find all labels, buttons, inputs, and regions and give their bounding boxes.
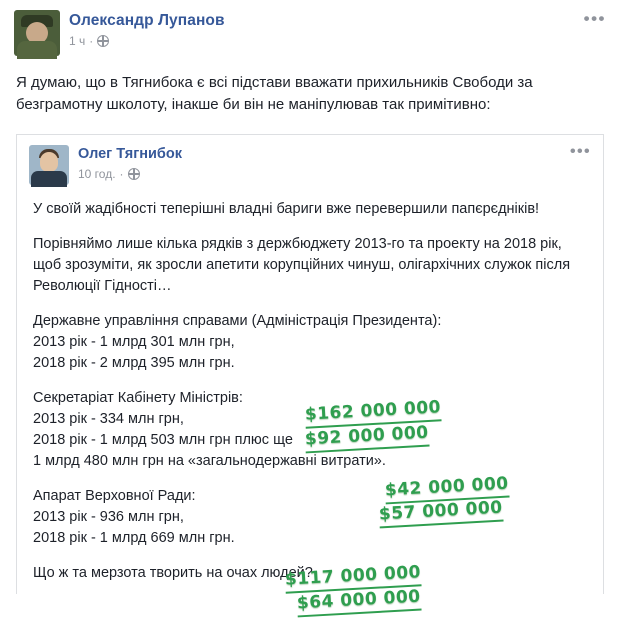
meta-separator: · [119, 167, 124, 181]
budget-line: 2013 рік - 936 млн грн, [33, 509, 184, 525]
shared-post-card[interactable] [16, 134, 604, 614]
budget-line: 2013 рік - 334 млн грн, [33, 411, 184, 427]
shared-post-body [17, 185, 603, 614]
avatar-face [40, 152, 58, 172]
globe-icon[interactable] [128, 168, 140, 180]
budget-heading: Апарат Верховної Ради: [33, 488, 196, 504]
annotation-amount: $64 000 000 [296, 587, 421, 618]
closing-line: Що ж та мерзота творить на очах людей? [33, 565, 313, 581]
budget-line: 2018 рік - 1 млрд 503 млн грн плюс ще [33, 432, 293, 448]
budget-heading: Секретаріат Кабінету Міністрів: [33, 390, 243, 406]
annotation-amount: $42 000 000 [384, 474, 509, 505]
shared-post-header [17, 135, 603, 185]
meta-separator: · [89, 34, 94, 48]
shared-post-meta [78, 167, 182, 181]
ellipsis-icon[interactable]: ••• [569, 143, 591, 160]
ellipsis-icon[interactable]: ••• [583, 9, 606, 28]
post-meta [69, 34, 225, 48]
budget-line: 1 млрд 480 млн грн на «загальнодержавні витрати». [33, 453, 386, 469]
shared-paragraph: Порівняймо лише кілька рядків з держбюджету 2013-го та проекту на 2018 рік, щоб зрозуміти, як зросли апетити корупційних чинуш, олігархічних служок після Революції Гідності… [33, 236, 571, 294]
annotation-amount: $92 000 000 [304, 423, 429, 454]
post-header [0, 0, 620, 56]
annotation-amount: $162 000 000 [304, 397, 441, 429]
shared-post-author-name[interactable]: Олег Тягнибок [78, 146, 182, 162]
shared-post-author-block [78, 145, 182, 181]
shared-post-avatar[interactable] [29, 145, 69, 185]
shared-paragraph: У своїй жадібності теперішні владні бариги вже перевершили папєрєдніків! [33, 201, 540, 217]
post-timestamp[interactable]: 1 ч [69, 34, 86, 48]
budget-line: 2018 рік - 1 млрд 669 млн грн. [33, 530, 235, 546]
budget-block [33, 311, 589, 374]
globe-icon[interactable] [97, 35, 109, 47]
avatar[interactable] [14, 10, 60, 56]
annotation-amount: $57 000 000 [378, 498, 503, 529]
budget-heading: Державне управління справами (Адміністрація Президента): [33, 313, 442, 329]
post-message: Я думаю, що в Тягнибока є всі підстави вважати прихильників Свободи за безграмотну школоту, інакше би він не маніпулював так примітивно: [16, 74, 533, 113]
avatar-body [17, 41, 57, 59]
budget-line: 2018 рік - 2 млрд 395 млн грн. [33, 355, 235, 371]
shared-post-timestamp[interactable]: 10 год. [78, 167, 116, 181]
post-author-block [69, 10, 225, 48]
annotation-amount: $117 000 000 [284, 562, 421, 594]
budget-line: 2013 рік - 1 млрд 301 млн грн, [33, 334, 235, 350]
post-author-name[interactable]: Олександр Лупанов [69, 12, 225, 29]
